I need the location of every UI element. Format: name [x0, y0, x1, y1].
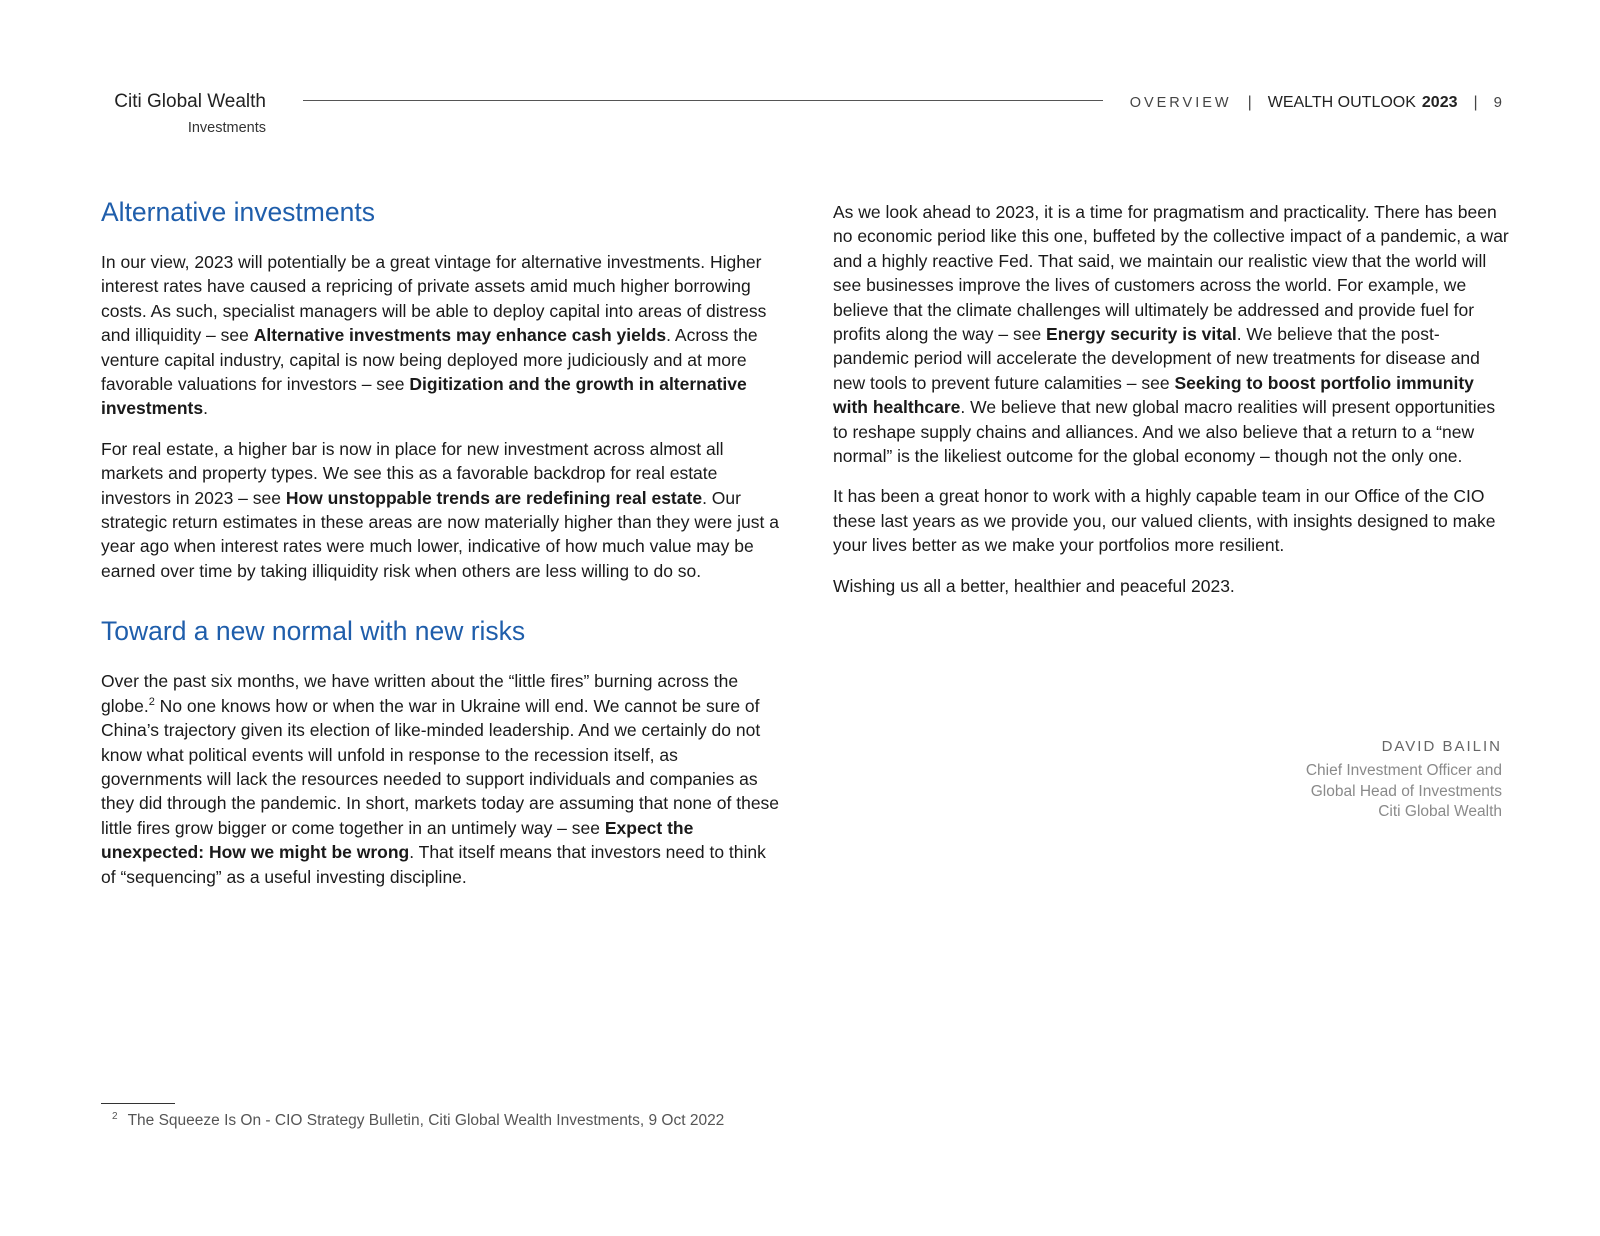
brand-block: [106, 90, 266, 138]
paragraph-text: . Across the venture capital industry, capital is now being deployed more judiciously and at more favorable valuations for investors – see: [101, 325, 758, 395]
paragraph: [101, 437, 781, 583]
paragraph-text: .: [203, 398, 208, 419]
running-header: [1130, 94, 1502, 112]
cross-reference: Seeking to boost portfolio immunity with healthcare: [833, 372, 1474, 418]
cross-reference: Energy security is vital: [1046, 324, 1237, 345]
paragraph-text: . That itself means that investors need to think of “sequencing” as a useful investing discipline.: [101, 842, 766, 887]
section-heading-new-normal: Toward a new normal with new risks: [101, 616, 526, 647]
header-separator: |: [1247, 94, 1252, 111]
paragraph-text: In our view, 2023 will potentially be a great vintage for alternative investments. Higher interest rates have caused a repricing of private assets amid much higher borrowing costs. As such, specialist managers will be able to deploy capital into areas of distress and illiquidity – see: [101, 252, 767, 346]
paragraph-text: . We believe that new global macro realities will present opportunities to reshape supply chains and alliances. And we also believe that a return to a “new normal” is the likeliest outcome for the global economy – though not the only one.: [833, 397, 1496, 467]
footnote: [112, 1111, 724, 1130]
footnote-reference: 2: [148, 695, 155, 708]
publication-year: 2023: [1421, 94, 1458, 111]
cross-reference: Digitization and the growth in alternative investments: [101, 374, 747, 419]
footnote-text: The Squeeze Is On - CIO Strategy Bulletin, Citi Global Wealth Investments, 9 Oct 2022: [127, 1112, 725, 1130]
footnote-mark: 2: [112, 1111, 118, 1122]
paragraph-text: No one knows how or when the war in Ukraine will end. We cannot be sure of China’s trajectory given its election of like-minded leadership. And we certainly do not know what political events will unfold in response to the recession itself, as governments will lack the resources needed to support individuals and companies as they did through the pandemic. In short, markets today are assuming that none of these little fires grow bigger or come together in an untimely way – see: [101, 695, 780, 838]
section-name: OVERVIEW: [1129, 95, 1232, 111]
section-heading-alternative-investments: Alternative investments: [101, 197, 375, 227]
author-organization: Citi Global Wealth: [1378, 803, 1502, 820]
paragraph-text: Over the past six months, we have written about the “little fires” burning across the globe.: [101, 671, 739, 716]
author-title: Chief Investment Officer and: [1305, 762, 1502, 779]
paragraph: [101, 669, 781, 889]
brand-name: Citi Global Wealth: [114, 91, 266, 112]
publication-title: WEALTH OUTLOOK: [1267, 94, 1416, 111]
paragraph: [833, 200, 1509, 468]
paragraph: It has been a great honor to work with a highly capable team in our Office of the CIO these last years as we provide you, our valued clients, with insights designed to make your lives better as we make your portfolios more resilient.: [833, 486, 1496, 556]
cross-reference: How unstoppable trends are redefining real estate: [285, 487, 703, 508]
brand-subtitle: Investments: [187, 120, 266, 136]
left-column: [101, 196, 781, 905]
cross-reference: Expect the unexpected: How we might be wrong: [101, 817, 694, 863]
header-separator: |: [1473, 94, 1478, 111]
paragraph: Wishing us all a better, healthier and peaceful 2023.: [833, 575, 1235, 596]
paragraph: [101, 250, 781, 421]
footnote-divider: [101, 1103, 175, 1104]
author-name: DAVID BAILIN: [1381, 738, 1502, 755]
signature-block: [1306, 738, 1502, 823]
cross-reference: Alternative investments may enhance cash yields: [253, 325, 667, 346]
paragraph-text: . Our strategic return estimates in these areas are now materially higher than they were just a year ago when interest rates were much lower, indicative of how much value may be earned over time by taking illiquidity risk when others are less willing to do so.: [101, 487, 779, 581]
paragraph-text: As we look ahead to 2023, it is a time for pragmatism and practicality. There has been no economic period like this one, buffeted by the collective impact of a pandemic, a war and a highly reactive Fed. That said, we maintain our realistic view that the world will see businesses improve the lives of customers across the world. For example, we believe that the climate challenges will ultimately be addressed and provide fuel for profits along the way – see: [833, 202, 1509, 345]
page-number: 9: [1493, 94, 1502, 111]
paragraph-text: . We believe that the post-pandemic period will accelerate the development of new treatments for disease and new tools to prevent future calamities – see: [833, 324, 1480, 393]
paragraph-text: For real estate, a higher bar is now in place for new investment across almost all markets and property types. We see this as a favorable backdrop for real estate investors in 2023 – see: [101, 438, 724, 508]
right-column: [833, 200, 1509, 614]
header-divider: [303, 100, 1103, 101]
author-title: Global Head of Investments: [1310, 782, 1502, 800]
